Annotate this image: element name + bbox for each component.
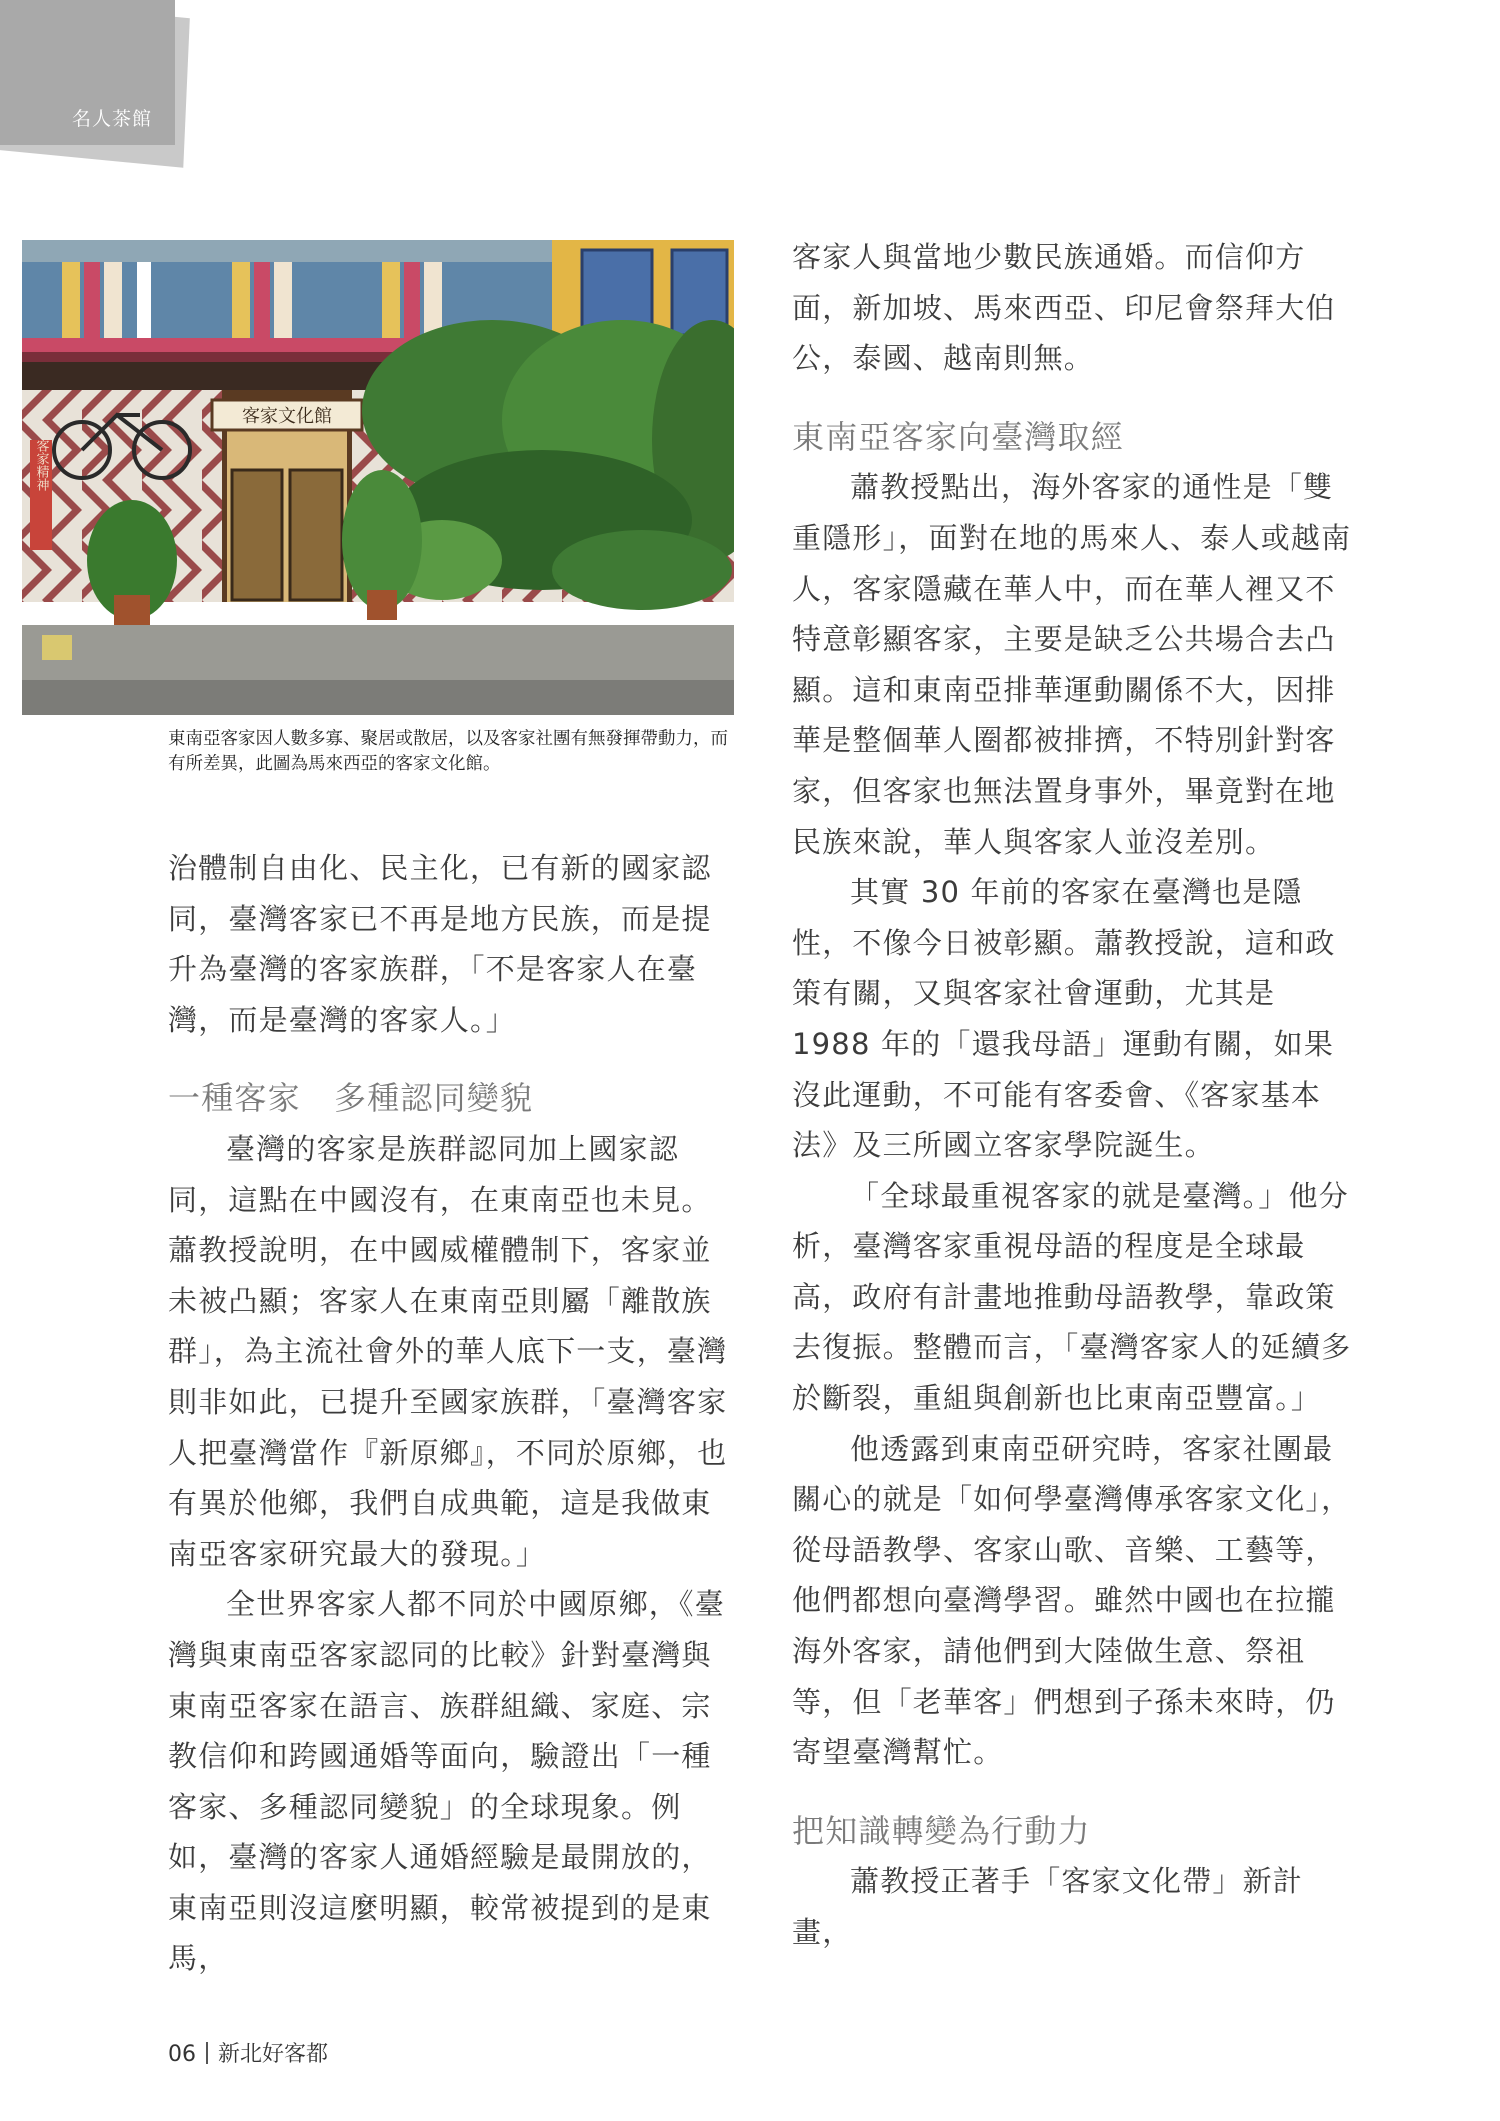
left-paragraph-continued: 治體制自由化、民主化，已有新的國家認同，臺灣客家已不再是地方民族，而是提升為臺灣的客家族群，「不是客家人在臺灣，而是臺灣的客家人。」 (168, 851, 712, 1037)
right-paragraph-4: 他透露到東南亞研究時，客家社團最關心的就是「如何學臺灣傳承客家文化」，從母語教學、客家山歌、音樂、工藝等，他們都想向臺灣學習。雖然中國也在拉攏海外客家，請他們到大陸做生意、祭祖等，但「老華客」們想到子孫未來時，仍寄望臺灣幫忙。 (792, 1431, 1352, 1770)
section-heading-one-hakka: 一種客家 多種認同變貌 (168, 1079, 534, 1118)
section-heading-learn-from-taiwan: 東南亞客家向臺灣取經 (792, 417, 1125, 456)
right-paragraph-5: 蕭教授正著手「客家文化帶」新計畫， (792, 1864, 1304, 1949)
photo-poster-text: 客家精神 (33, 439, 49, 491)
section-tab (0, 0, 175, 145)
photo-caption: 東南亞客家因人數多寡、聚居或散居，以及客家社團有無發揮帶動力，而有所差異，此圖為馬來西亞的客家文化館。 (168, 729, 728, 774)
page-number: 06 (168, 2042, 196, 2067)
page-footer (168, 2037, 328, 2068)
section-heading-knowledge-to-action: 把知識轉變為行動力 (792, 1811, 1091, 1850)
left-column (168, 843, 736, 1984)
left-paragraph-2: 全世界客家人都不同於中國原鄉，《臺灣與東南亞客家認同的比較》針對臺灣與東南亞客家在語言、族群組織、家庭、宗教信仰和跨國通婚等面向，驗證出「一種客家、多種認同變貌」的全球現象。例如，臺灣的客家人通婚經驗是最開放的，東南亞則沒這麼明顯，較常被提到的是東馬， (168, 1587, 725, 1976)
left-paragraph-1: 臺灣的客家是族群認同加上國家認同，這點在中國沒有，在東南亞也未見。蕭教授說明，在中國威權體制下，客家並未被凸顯；客家人在東南亞則屬「離散族群」，為主流社會外的華人底下一支，臺灣則非如此，已提升至國家族群，「臺灣客家人把臺灣當作『新原鄉』，不同於原鄉，也有異於他鄉，我們自成典範，這是我做東南亞客家研究最大的發現。」 (168, 1131, 728, 1571)
hakka-cultural-hall-photo (22, 240, 734, 715)
right-column (792, 232, 1360, 1958)
right-paragraph-continued: 客家人與當地少數民族通婚。而信仰方面，新加坡、馬來西亞、印尼會祭拜大伯公，泰國、越南則無。 (792, 240, 1336, 376)
footer-divider (206, 2042, 208, 2064)
right-paragraph-2: 其實 30 年前的客家在臺灣也是隱性，不像今日被彰顯。蕭教授說，這和政策有關，又與客家社會運動，尤其是 1988 年的「還我母語」運動有關，如果沒此運動，不可能有客委會、《客家基本法》及三所國立客家學院誕生。 (792, 875, 1336, 1163)
magazine-title: 新北好客都 (218, 2042, 329, 2067)
right-paragraph-3: 「全球最重視客家的就是臺灣。」他分析，臺灣客家重視母語的程度是全球最高，政府有計畫地推動母語教學，靠政策去復振。整體而言，「臺灣客家人的延續多於斷裂，重組與創新也比東南亞豐富。」 (792, 1178, 1352, 1416)
section-tab-label: 名人茶館 (72, 108, 153, 130)
right-paragraph-1: 蕭教授點出，海外客家的通性是「雙重隱形」，面對在地的馬來人、泰人或越南人，客家隱藏在華人中，而在華人裡又不特意彰顯客家，主要是缺乏公共場合去凸顯。這和東南亞排華運動關係不大，因排華是整個華人圈都被排擠，不特別針對客家，但客家也無法置身事外，畢竟對在地民族來說，華人與客家人並沒差別。 (792, 470, 1352, 859)
photo-sign-text: 客家文化館 (242, 406, 332, 427)
